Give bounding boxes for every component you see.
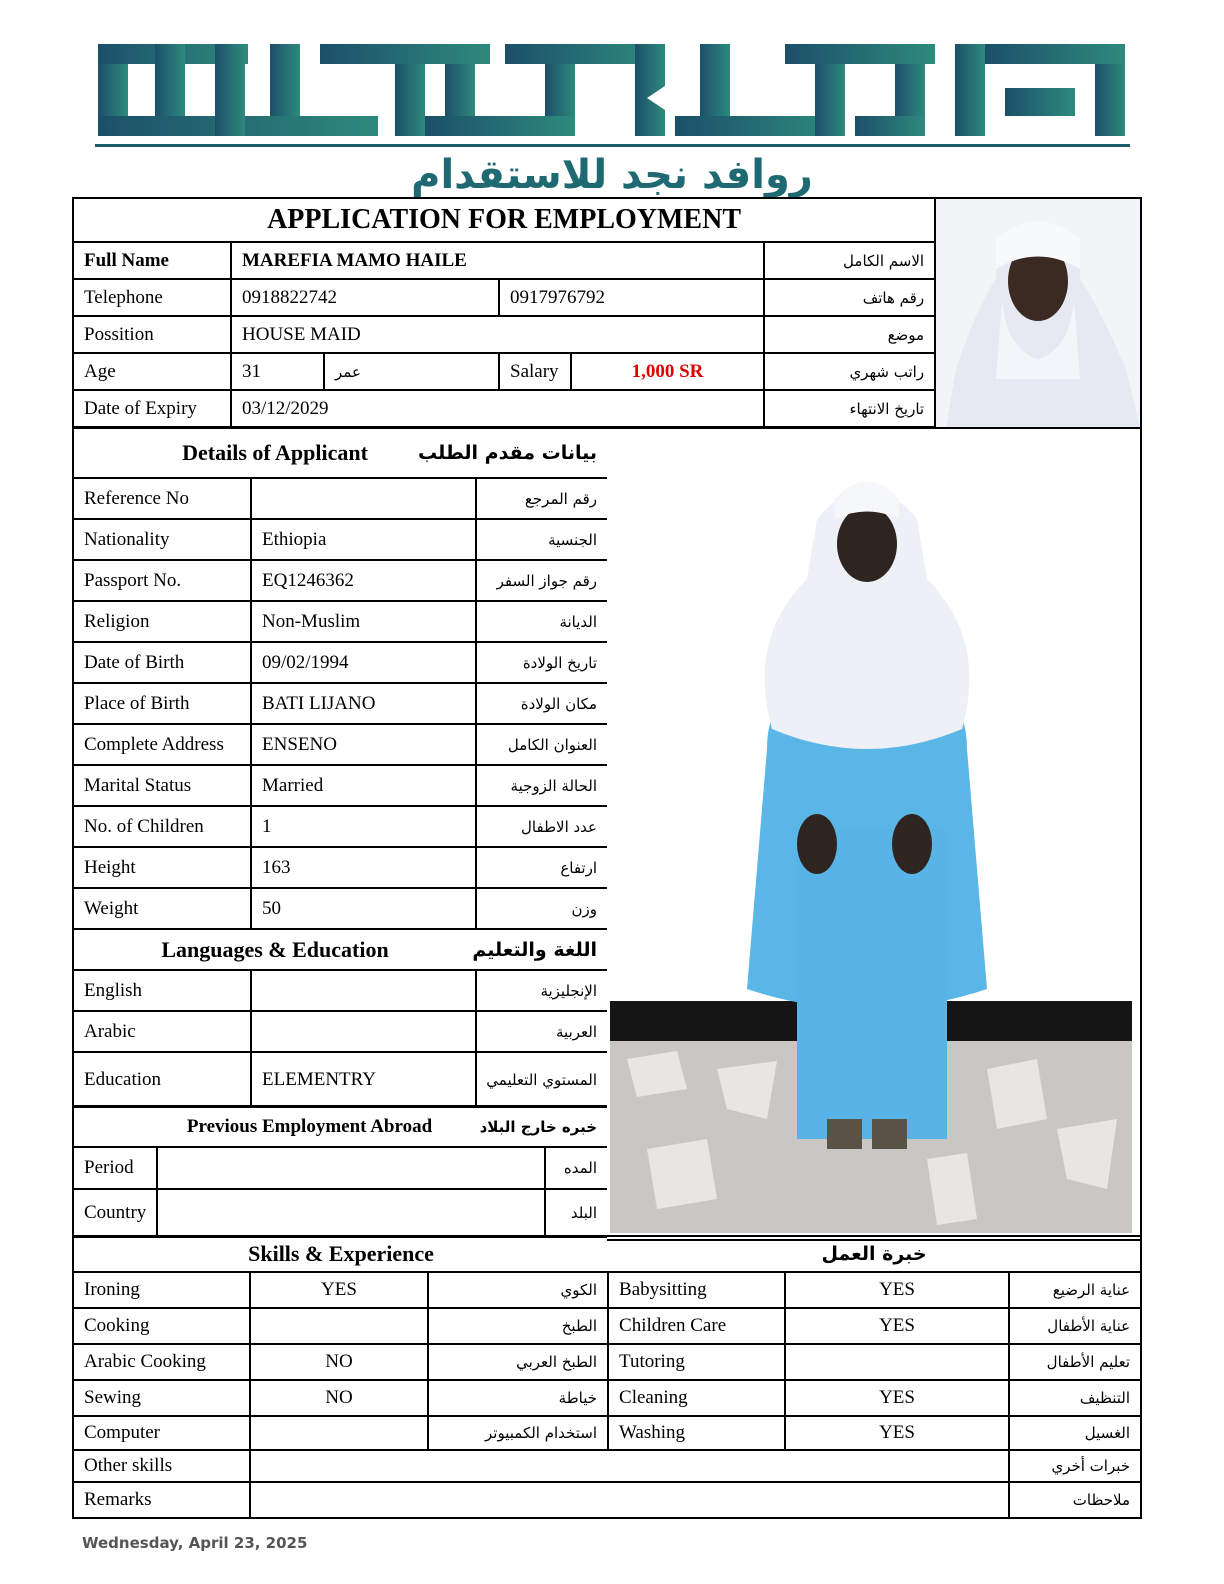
details-label-ar: ارتفاع bbox=[476, 847, 608, 888]
details-label: No. of Children bbox=[73, 806, 251, 847]
expiry-label: Date of Expiry bbox=[73, 390, 231, 427]
telephone-label: Telephone bbox=[73, 279, 231, 316]
remarks-value bbox=[250, 1482, 1009, 1518]
details-label: Passport No. bbox=[73, 560, 251, 601]
details-label-ar: الجنسية bbox=[476, 519, 608, 560]
skill-value: NO bbox=[250, 1380, 428, 1416]
details-table bbox=[72, 427, 609, 1108]
footer-date: Wednesday, April 23, 2025 bbox=[82, 1534, 308, 1552]
details-value: Ethiopia bbox=[251, 519, 476, 560]
details-label: Complete Address bbox=[73, 724, 251, 765]
details-label: Religion bbox=[73, 601, 251, 642]
education-label: Education bbox=[73, 1052, 251, 1107]
form-title: APPLICATION FOR EMPLOYMENT bbox=[73, 198, 935, 242]
skill-label-ar: الطبخ العربي bbox=[428, 1344, 608, 1380]
portrait-photo bbox=[934, 197, 1142, 430]
skill-label: Babysitting bbox=[608, 1272, 785, 1308]
skill-label-ar: الطبخ bbox=[428, 1308, 608, 1344]
details-label: Nationality bbox=[73, 519, 251, 560]
details-label: Reference No bbox=[73, 478, 251, 519]
language-label-ar: العربية bbox=[476, 1011, 608, 1052]
full-name-value: MAREFIA MAMO HAILE bbox=[231, 242, 764, 279]
expiry-label-ar: تاريخ الانتهاء bbox=[764, 390, 935, 427]
skills-table bbox=[72, 1235, 1142, 1519]
full-name-label: Full Name bbox=[73, 242, 231, 279]
details-label: Weight bbox=[73, 888, 251, 929]
language-value bbox=[251, 970, 476, 1011]
language-value bbox=[251, 1011, 476, 1052]
skill-value bbox=[250, 1416, 428, 1450]
salary-label: Salary bbox=[499, 353, 571, 390]
details-value: ENSENO bbox=[251, 724, 476, 765]
skill-label-ar: الكوي bbox=[428, 1272, 608, 1308]
details-value bbox=[251, 478, 476, 519]
skill-label-ar: عناية الرضيع bbox=[1009, 1272, 1141, 1308]
details-label-ar: مكان الولادة bbox=[476, 683, 608, 724]
skill-label-ar: عناية الأطفال bbox=[1009, 1308, 1141, 1344]
language-label-ar: الإنجليزية bbox=[476, 970, 608, 1011]
remarks-label: Remarks bbox=[73, 1482, 250, 1518]
details-value: 163 bbox=[251, 847, 476, 888]
details-label-ar: عدد الاطفال bbox=[476, 806, 608, 847]
details-label: Marital Status bbox=[73, 765, 251, 806]
skill-label: Children Care bbox=[608, 1308, 785, 1344]
skills-title-ar: خبرة العمل bbox=[608, 1236, 1141, 1272]
skill-label: Computer bbox=[73, 1416, 250, 1450]
country-label-ar: البلد bbox=[545, 1189, 608, 1237]
details-label-ar: الحالة الزوجية bbox=[476, 765, 608, 806]
skill-label: Tutoring bbox=[608, 1344, 785, 1380]
details-value: Married bbox=[251, 765, 476, 806]
telephone-value-1: 0918822742 bbox=[231, 279, 499, 316]
skill-value bbox=[250, 1308, 428, 1344]
languages-title: Languages & Education bbox=[73, 929, 476, 970]
skill-label: Arabic Cooking bbox=[73, 1344, 250, 1380]
details-value: BATI LIJANO bbox=[251, 683, 476, 724]
previous-employment-table bbox=[72, 1105, 609, 1238]
telephone-value-2: 0917976792 bbox=[499, 279, 764, 316]
period-label: Period bbox=[73, 1147, 157, 1189]
skill-value: YES bbox=[250, 1272, 428, 1308]
age-label-ar: عمر bbox=[324, 353, 499, 390]
languages-title-ar: اللغة والتعليم bbox=[476, 929, 608, 970]
details-label: Date of Birth bbox=[73, 642, 251, 683]
salary-value: 1,000 SR bbox=[571, 353, 764, 390]
skill-label: Cooking bbox=[73, 1308, 250, 1344]
previous-title: Previous Employment Abroad bbox=[73, 1106, 545, 1147]
header-table bbox=[72, 197, 936, 428]
education-label-ar: المستوي التعليمي bbox=[476, 1052, 608, 1107]
details-label-ar: رقم المرجع bbox=[476, 478, 608, 519]
position-label-ar: موضع bbox=[764, 316, 935, 353]
skill-label: Cleaning bbox=[608, 1380, 785, 1416]
skill-label: Ironing bbox=[73, 1272, 250, 1308]
details-label: Place of Birth bbox=[73, 683, 251, 724]
other-skills-value bbox=[250, 1450, 1009, 1482]
skill-label-ar: تعليم الأطفال bbox=[1009, 1344, 1141, 1380]
skills-title: Skills & Experience bbox=[73, 1236, 608, 1272]
remarks-label-ar: ملاحظات bbox=[1009, 1482, 1141, 1518]
age-label: Age bbox=[73, 353, 231, 390]
position-value: HOUSE MAID bbox=[231, 316, 764, 353]
company-logo bbox=[95, 38, 1130, 198]
skill-label-ar: خياطة bbox=[428, 1380, 608, 1416]
details-value: EQ1246362 bbox=[251, 560, 476, 601]
skill-value bbox=[785, 1344, 1009, 1380]
skill-value: NO bbox=[250, 1344, 428, 1380]
period-label-ar: المده bbox=[545, 1147, 608, 1189]
details-label-ar: الديانة bbox=[476, 601, 608, 642]
other-skills-label: Other skills bbox=[73, 1450, 250, 1482]
skill-value: YES bbox=[785, 1416, 1009, 1450]
country-value bbox=[157, 1189, 545, 1237]
age-value: 31 bbox=[231, 353, 324, 390]
details-value: Non-Muslim bbox=[251, 601, 476, 642]
telephone-label-ar: رقم هاتف bbox=[764, 279, 935, 316]
details-value: 09/02/1994 bbox=[251, 642, 476, 683]
details-title-ar: بيانات مقدم الطلب bbox=[476, 428, 608, 478]
details-value: 50 bbox=[251, 888, 476, 929]
skill-label-ar: الغسيل bbox=[1009, 1416, 1141, 1450]
full-body-photo bbox=[607, 427, 1142, 1241]
skill-value: YES bbox=[785, 1272, 1009, 1308]
position-label: Possition bbox=[73, 316, 231, 353]
other-skills-label-ar: خبرات أخري bbox=[1009, 1450, 1141, 1482]
details-label-ar: رقم جواز السفر bbox=[476, 560, 608, 601]
details-label-ar: تاريخ الولادة bbox=[476, 642, 608, 683]
language-label: English bbox=[73, 970, 251, 1011]
expiry-value: 03/12/2029 bbox=[231, 390, 764, 427]
skill-label: Washing bbox=[608, 1416, 785, 1450]
previous-title-ar: خبره خارج البلاد bbox=[545, 1106, 608, 1147]
skill-value: YES bbox=[785, 1308, 1009, 1344]
full-name-label-ar: الاسم الكامل bbox=[764, 242, 935, 279]
skill-value: YES bbox=[785, 1380, 1009, 1416]
period-value bbox=[157, 1147, 545, 1189]
skill-label: Sewing bbox=[73, 1380, 250, 1416]
language-label: Arabic bbox=[73, 1011, 251, 1052]
country-label: Country bbox=[73, 1189, 157, 1237]
logo-arabic-text: روافد نجد للاستقدام bbox=[411, 152, 813, 198]
details-label-ar: العنوان الكامل bbox=[476, 724, 608, 765]
details-title: Details of Applicant bbox=[73, 428, 476, 478]
education-value: ELEMENTRY bbox=[251, 1052, 476, 1107]
details-label: Height bbox=[73, 847, 251, 888]
skill-label-ar: التنظيف bbox=[1009, 1380, 1141, 1416]
details-value: 1 bbox=[251, 806, 476, 847]
logo-graphic bbox=[95, 38, 1130, 198]
details-label-ar: وزن bbox=[476, 888, 608, 929]
skill-label-ar: استخدام الكمبيوتر bbox=[428, 1416, 608, 1450]
salary-label-ar: راتب شهري bbox=[764, 353, 935, 390]
